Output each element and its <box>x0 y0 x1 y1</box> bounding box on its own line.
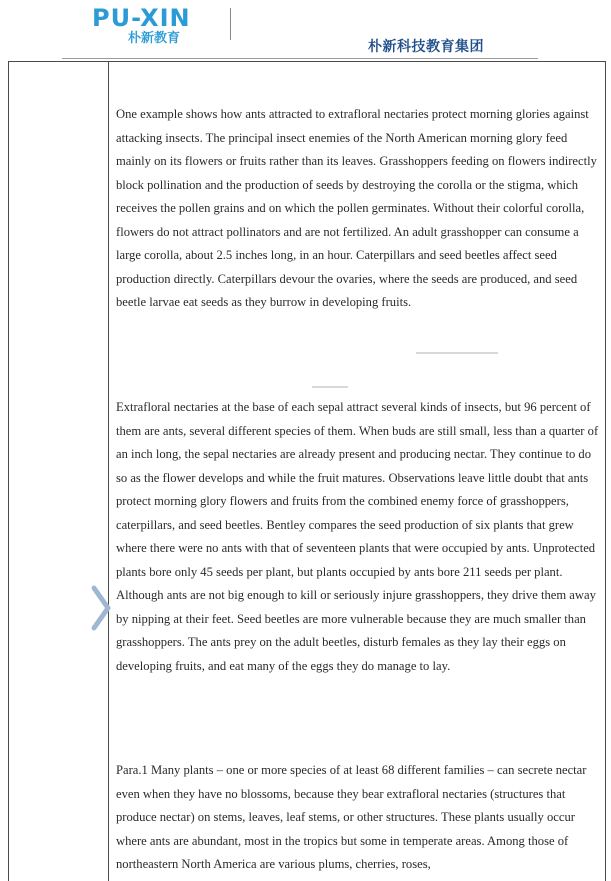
paragraph-1-container <box>116 103 602 315</box>
header-divider <box>230 8 231 40</box>
paragraph-1: One example shows how ants attracted to extrafloral nectaries protect morning glories against attacking insects. The principal insect enemies of the North American morning glory feed mainly on its flowers or fruits rather than its leaves. Grasshoppers feeding on flowers indirectly block pollination and the production of seeds by destroying the corolla or the stigma, which receives the pollen grains and on which the pollen germinates. Without their colorful corolla, flowers do not attract pollinators and are not fertilized. An adult grasshopper can consume a large corolla, about 2.5 inches long, in an hour. Caterpillars and seed beetles affect seed production directly. Caterpillars devour the ovaries, where the seeds are produced, and seed beetle larvae eat seeds as they burrow in developing fruits. <box>116 107 597 309</box>
puxin-logo <box>92 4 224 44</box>
logo-text: PU-XIN <box>92 4 191 32</box>
header-rule <box>62 58 538 59</box>
paragraph-2-container <box>116 396 602 678</box>
scan-artifact <box>416 352 498 354</box>
chevron-mark-icon <box>88 584 112 632</box>
logo-subtitle: 朴新教育 <box>128 31 181 44</box>
margin-column-line <box>108 61 109 881</box>
paragraph-2: Extrafloral nectaries at the base of each sepal attract several kinds of insects, but 96 percent of them are ants, several different species of them. When buds are still small, less than a quarter of an inch long, the sepal nectaries are already present and producing nectar. They continue to do so as the flower develops and while the fruit matures. Observations leave little doubt that ants protect morning glory flowers and fruits from the combined enemy force of grasshoppers, caterpillars, and seed beetles. Bentley compares the seed production of six plants that grew where there were no ants with that of seventeen plants that were occupied by ants. Unprotected plants bore only 45 seeds per plant, but plants occupied by ants bore 211 seeds per plant. Although ants are not big enough to kill or seriously injure grasshoppers, they drive them away by nipping at their feet. Seed beetles are more vulnerable because they are much smaller than grasshoppers. The ants prey on the adult beetles, disturb females as they lay their eggs on developing fruits, and eat many of the eggs they do manage to lay. <box>116 400 599 673</box>
paragraph-3: Para.1 Many plants – one or more species of at least 68 different families – can secrete nectar even when they have no blossoms, because they bear extrafloral nectaries (structures that produce nectar) on stems, leaves, leaf stems, or other structures. These plants usually occur where ants are abundant, most in the tropics but some in temperate areas. Among those of northeastern North America are various plums, cherries, roses, <box>116 763 587 871</box>
page-header <box>0 0 611 62</box>
paragraph-3-container <box>116 759 602 877</box>
group-name: 朴新科技教育集团 <box>368 39 484 55</box>
scan-artifact <box>312 386 348 388</box>
